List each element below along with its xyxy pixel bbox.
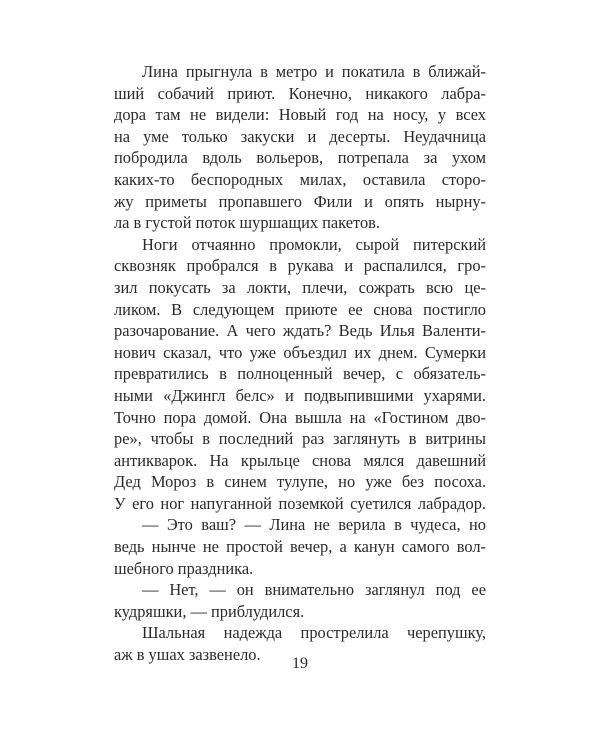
text-line: дора там не видели: Новый год на носу, у всех	[114, 105, 486, 125]
paragraph	[114, 61, 486, 234]
text-line: кудряшки, — приблудился.	[114, 601, 305, 621]
text-line: — Нет, — он внимательно заглянул под ее	[142, 580, 486, 600]
text-line: — Это ваш? — Лина не верила в чудеса, но	[142, 515, 486, 535]
text-line: антикварок. На крыльце снова мялся давешний	[114, 450, 486, 470]
text-line: шебного праздника.	[114, 558, 254, 578]
text-line: аж в ушах зазвенело.	[114, 645, 261, 665]
paragraph	[114, 514, 486, 579]
text-line: Ноги отчаянно промокли, сырой питерский	[142, 234, 486, 254]
text-line: ведь нынче не простой вечер, а канун самого вол-	[114, 537, 486, 557]
text-line: Лина прыгнула в метро и покатила в ближай-	[142, 62, 486, 81]
text-line: каких-то беспородных милах, оставила сторо-	[114, 169, 486, 189]
text-line: Точно пора домой. Она вышла на «Гостином дво-	[114, 407, 486, 427]
text-line: ными «Джингл белс» и подвыпившими ухарями.	[114, 385, 486, 405]
paragraph	[114, 234, 486, 515]
text-line: Шальная надежда прострелила черепушку,	[142, 623, 486, 643]
text-line: ликом. В следующем приюте ее снова постигло	[114, 299, 486, 319]
text-line: нович сказал, что уже объездил их днем. Сумерки	[114, 342, 486, 362]
text-line: побродила вдоль вольеров, потрепала за ухом	[114, 148, 486, 168]
text-line: жу приметы пропавшего Фили и опять нырну-	[114, 191, 486, 211]
page-number: 19	[292, 655, 308, 672]
text-line: превратились в полноценный вечер, с обязатель-	[114, 364, 486, 384]
text-line: ре», чтобы в последний раз заглянуть в витрины	[114, 429, 486, 449]
body-text	[114, 61, 486, 666]
text-line: сквозняк пробрался в рукава и распалился, гро-	[114, 256, 486, 276]
paragraph	[114, 579, 486, 622]
text-line: на уме только закуски и десерты. Неудачница	[114, 126, 486, 146]
text-line: ший собачий приют. Конечно, никакого лабра-	[114, 83, 486, 103]
text-line: ла в густой поток шуршащих пакетов.	[114, 213, 380, 233]
text-line: разочарование. А чего ждать? Ведь Илья Валенти-	[114, 321, 486, 341]
text-line: Дед Мороз в синем тулупе, но уже без посоха.	[114, 472, 486, 492]
text-line: зил покусать за локти, плечи, сожрать всю це-	[114, 277, 486, 297]
text-line: У его ног напуганной поземкой суетился лабрадор.	[114, 493, 486, 513]
